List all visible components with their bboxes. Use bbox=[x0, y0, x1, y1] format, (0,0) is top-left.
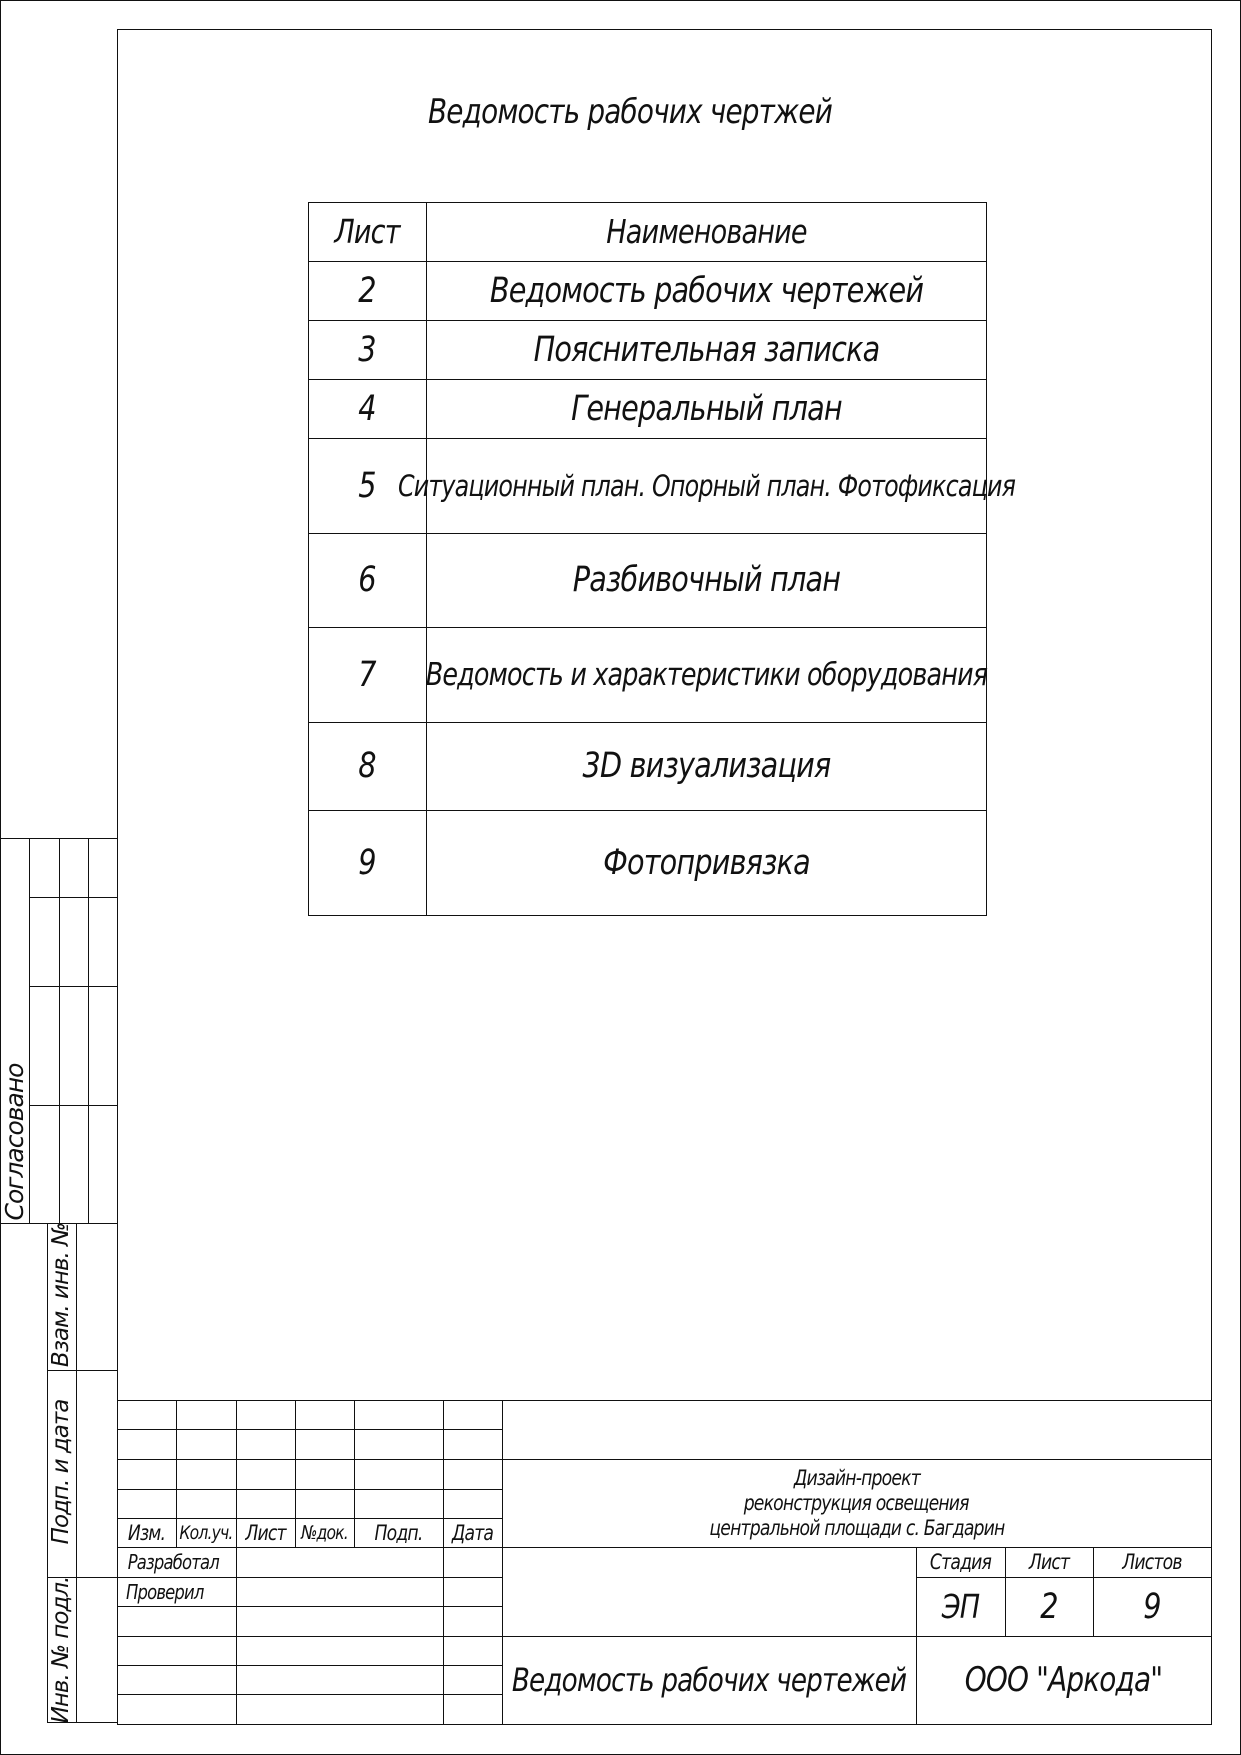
stage-label: Стадия bbox=[929, 1550, 992, 1574]
title-block bbox=[117, 1400, 1211, 1724]
row-sheet-name: Ведомость рабочих чертежей bbox=[489, 270, 924, 311]
vzam-inv-label: Взам. инв. № bbox=[48, 1222, 74, 1368]
sheet-table bbox=[308, 202, 1016, 916]
col-data: Дата bbox=[451, 1520, 494, 1545]
row-sheet-name: Ведомость и характеристики оборудования bbox=[425, 656, 988, 693]
document-title: Ведомость рабочих чертежей bbox=[511, 1661, 907, 1699]
project-line-2: реконструкция освещения bbox=[743, 1490, 969, 1515]
row-sheet-name: Пояснительная записка bbox=[533, 329, 880, 370]
stage-value: ЭП bbox=[941, 1587, 980, 1626]
left-stamp-column bbox=[47, 1223, 118, 1723]
sheets-label: Листов bbox=[1122, 1550, 1182, 1574]
row-sheet-number: 2 bbox=[358, 270, 376, 311]
project-line-1: Дизайн-проект bbox=[793, 1465, 920, 1490]
col-podp: Подп. bbox=[374, 1520, 423, 1545]
project-line-3: центральной площади с. Багдарин bbox=[708, 1515, 1005, 1540]
row-sheet-name: Разбивочный план bbox=[572, 560, 841, 600]
project-name bbox=[502, 1459, 1211, 1547]
row-sheet-number: 7 bbox=[358, 654, 376, 695]
row-sheet-name: Ситуационный план. Опорный план. Фотофиксация bbox=[397, 468, 1016, 503]
row-sheet-number: 3 bbox=[358, 329, 376, 370]
col-list: Лист bbox=[245, 1520, 286, 1545]
col-izm: Изм. bbox=[127, 1520, 166, 1545]
sheet-label: Лист bbox=[1028, 1550, 1070, 1574]
inv-podl-label: Инв. № подл. bbox=[48, 1576, 74, 1724]
row-sheet-name: Генеральный план bbox=[571, 388, 842, 429]
row-sheet-number: 4 bbox=[358, 388, 376, 429]
row-sheet-number: 5 bbox=[358, 465, 376, 506]
agreed-block bbox=[0, 838, 118, 1224]
podp-data-label: Подп. и дата bbox=[48, 1399, 74, 1545]
row-sheet-name: 3D визуализация bbox=[582, 746, 831, 786]
col-kol-uch: Кол.уч. bbox=[179, 1521, 233, 1544]
sheets-value: 9 bbox=[1143, 1586, 1161, 1627]
table-header-name: Наименование bbox=[606, 212, 807, 251]
row-sheet-number: 9 bbox=[358, 843, 376, 883]
table-header-sheet: Лист bbox=[334, 212, 400, 251]
checked-label: Проверил bbox=[126, 1579, 204, 1604]
company-name: ООО "Аркода" bbox=[964, 1660, 1163, 1700]
col-doc: №док. bbox=[301, 1521, 348, 1544]
agreed-label: Согласовано bbox=[0, 1063, 29, 1221]
sheet-value: 2 bbox=[1040, 1586, 1058, 1627]
row-sheet-name: Фотопривязка bbox=[603, 843, 810, 883]
row-sheet-number: 6 bbox=[358, 560, 376, 600]
row-sheet-number: 8 bbox=[358, 746, 376, 786]
page-title: Ведомость рабочих чертжей bbox=[427, 92, 833, 132]
developed-label: Разработал bbox=[127, 1550, 219, 1574]
